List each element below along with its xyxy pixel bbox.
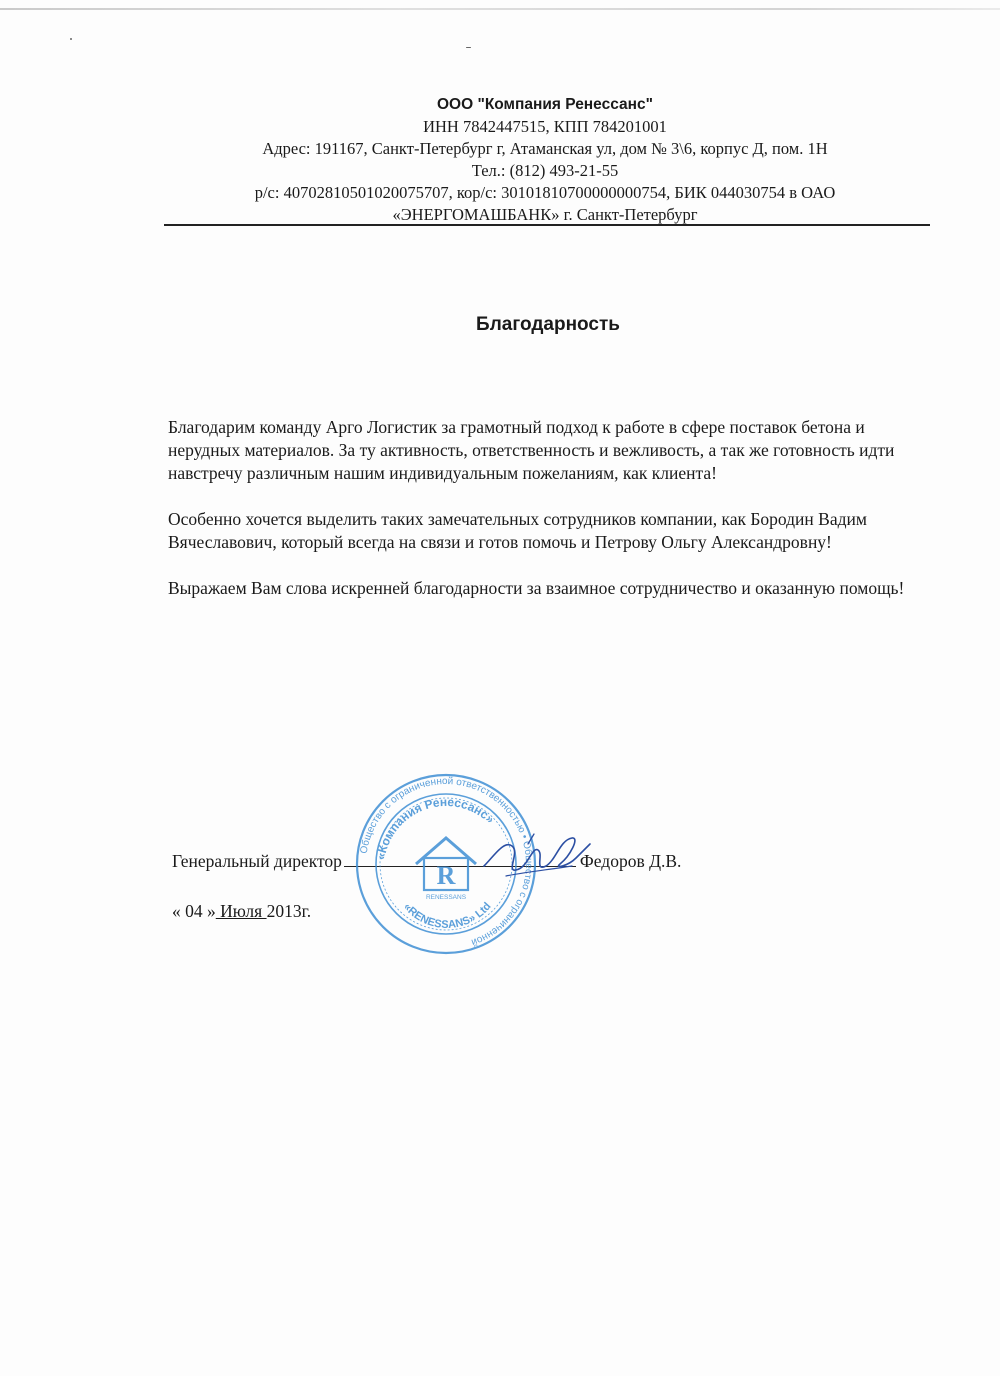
company-inn-kpp: ИНН 7842447515, КПП 784201001: [423, 117, 667, 136]
signatory-position: Генеральный директор: [172, 851, 342, 871]
document-date: [172, 900, 311, 923]
stamp-bottom-text: «RENESSANS» Ltd: [401, 900, 494, 932]
paragraph-gratitude: Благодарим команду Арго Логистик за грамотный подход к работе в сфере поставок бетона и нерудных материалов. За ту активность, ответственность и вежливость, а так же готовность идти навстречу различным нашим индивидуальным пожеланиям, как клиента!: [168, 417, 895, 483]
company-name: ООО "Компания Ренессанс": [437, 96, 653, 113]
paragraph-employees: Особенно хочется выделить таких замечательных сотрудников компании, как Бородин Вадим Вячеславович, который всегда на связи и готов помочь и Петрову Ольгу Александровну!: [168, 509, 867, 552]
house-logo-icon: [416, 838, 476, 901]
letter-body: [168, 416, 938, 623]
stamp-inner-text: «Компания Ренессанс»: [373, 794, 498, 861]
svg-text:RENESSANS: RENESSANS: [425, 894, 467, 901]
letterhead-divider: [164, 224, 930, 226]
company-bank-details: р/с: 40702810501020075707, кор/с: 30101810700000000754, БИК 044030754 в ОАО: [254, 183, 836, 202]
date-month: Июля: [215, 901, 267, 921]
handwritten-signature: [476, 826, 596, 890]
signatory-name: Федоров Д.В.: [579, 851, 682, 871]
stamp-outer-text: Общество с ограниченной ответственностью • Общество с ограниченной: [358, 775, 535, 948]
letterhead: [160, 94, 930, 226]
date-day: « 04 »: [172, 901, 216, 921]
scan-speck: [466, 47, 471, 48]
scan-speck: [70, 38, 72, 40]
scan-edge-line: [0, 8, 1000, 10]
svg-text:R: R: [436, 861, 456, 890]
date-year: 2013г.: [266, 901, 312, 921]
company-bank-name: «ЭНЕРГОМАШБАНК» г. Санкт-Петербург: [392, 205, 698, 224]
company-phone: Тел.: (812) 493-21-55: [471, 161, 619, 180]
document-title: Благодарность: [476, 314, 620, 335]
company-address: Адрес: 191167, Санкт-Петербург г, Атаманская ул, дом № 3\6, корпус Д, пом. 1Н: [262, 139, 828, 158]
paragraph-closing: Выражаем Вам слова искренней благодарности за взаимное сотрудничество и оказанную помощь!: [168, 578, 905, 598]
